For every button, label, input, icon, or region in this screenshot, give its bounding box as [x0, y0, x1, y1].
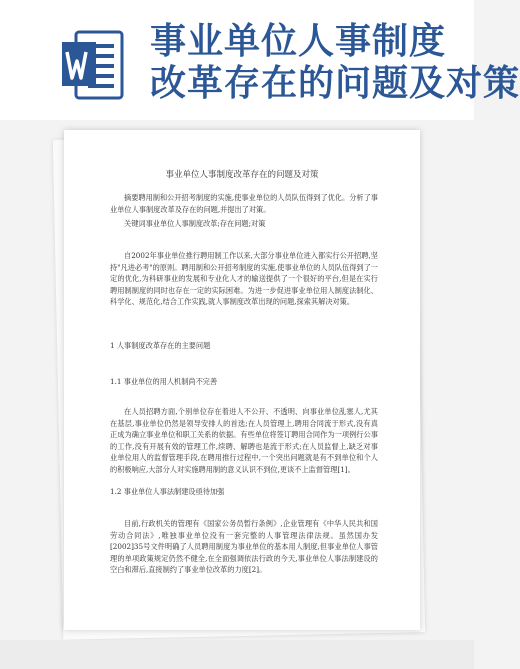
- bottom-background-strip: [0, 640, 474, 669]
- section-1-2-heading: 1.2 事业单位人事法制建设亟待加强: [110, 487, 225, 496]
- section-1-1-paragraph: 在人员招聘方面,个别单位存在着进人不公开、不透明、向事业单位乱塞人,尤其在基层,事业单位仍然是领导安排人的首选;在人员管理上,聘用合同流于形式,没有真正成为确立事业单位和职工关系的依据。有些单位将签订聘用合同作为一项例行公事的工作,没有开展有效的管理工作,续聘、解聘也是流于形式;在人员监督上,缺乏对事业单位用人的监督管理手段,在聘用推行过程中,一个突出问题就是有不到单位和个人的积极响应,大部分人对实施聘用制的意义认识不到位,更谈不上监督管理[1]。: [110, 407, 378, 474]
- section-1-heading: 1 人事制度改革存在的主要问题: [110, 341, 211, 350]
- banner-title-line-2: 改革存在的问题及对策: [150, 63, 520, 104]
- banner-title-line-1: 事业单位人事制度: [150, 21, 447, 62]
- document-page: [64, 130, 420, 630]
- section-1-1-heading: 1.1 事业单位的用人机制尚不完善: [110, 377, 218, 386]
- document-title: 事业单位人事制度改革存在的问题及对策: [165, 170, 319, 180]
- word-icon: [62, 28, 124, 102]
- header-banner: [0, 0, 520, 120]
- abstract-paragraph: 摘要聘用制和公开招考制度的实施,使事业单位的人员队伍得到了优化。分析了事业单位人事制度改革及存在的问题,并提出了对策。: [110, 193, 378, 214]
- intro-paragraph: 自2002年事业单位推行聘用制工作以来,大部分事业单位进入都实行公开招聘,坚持"凡进必考"的原则。聘用制和公开招考制度的实施,使事业单位的人员队伍得到了一定的优化,为科研事业的发展和专业化人才的输送提供了一个很好的平台,但是在实行聘用制制度的同时也存在一定的实际困难。为进一步促进事业单位用人制度法制化、科学化、规范化,结合工作实践,就人事制度改革出现的问题,探索其解决对策。: [110, 251, 378, 306]
- keywords-paragraph: 关键词事业单位人事制度改革;存在问题;对策: [124, 219, 266, 228]
- section-1-2-paragraph: 目前,行政机关的管理有《国家公务员暂行条例》,企业管理有《中华人民共和国劳动合同法》,唯独事业单位没有一套完整的人事管理法律法规。虽然国办发[2002]35号文件明确了人员聘用制度为事业单位的基本用人制度,但事业单位人事管理的单项政策规定仍然不健全,在全面强调依法行政的今天,事业单位人事法制建设的空白和滞后,直接制约了事业单位改革的力度[2]。: [110, 519, 378, 574]
